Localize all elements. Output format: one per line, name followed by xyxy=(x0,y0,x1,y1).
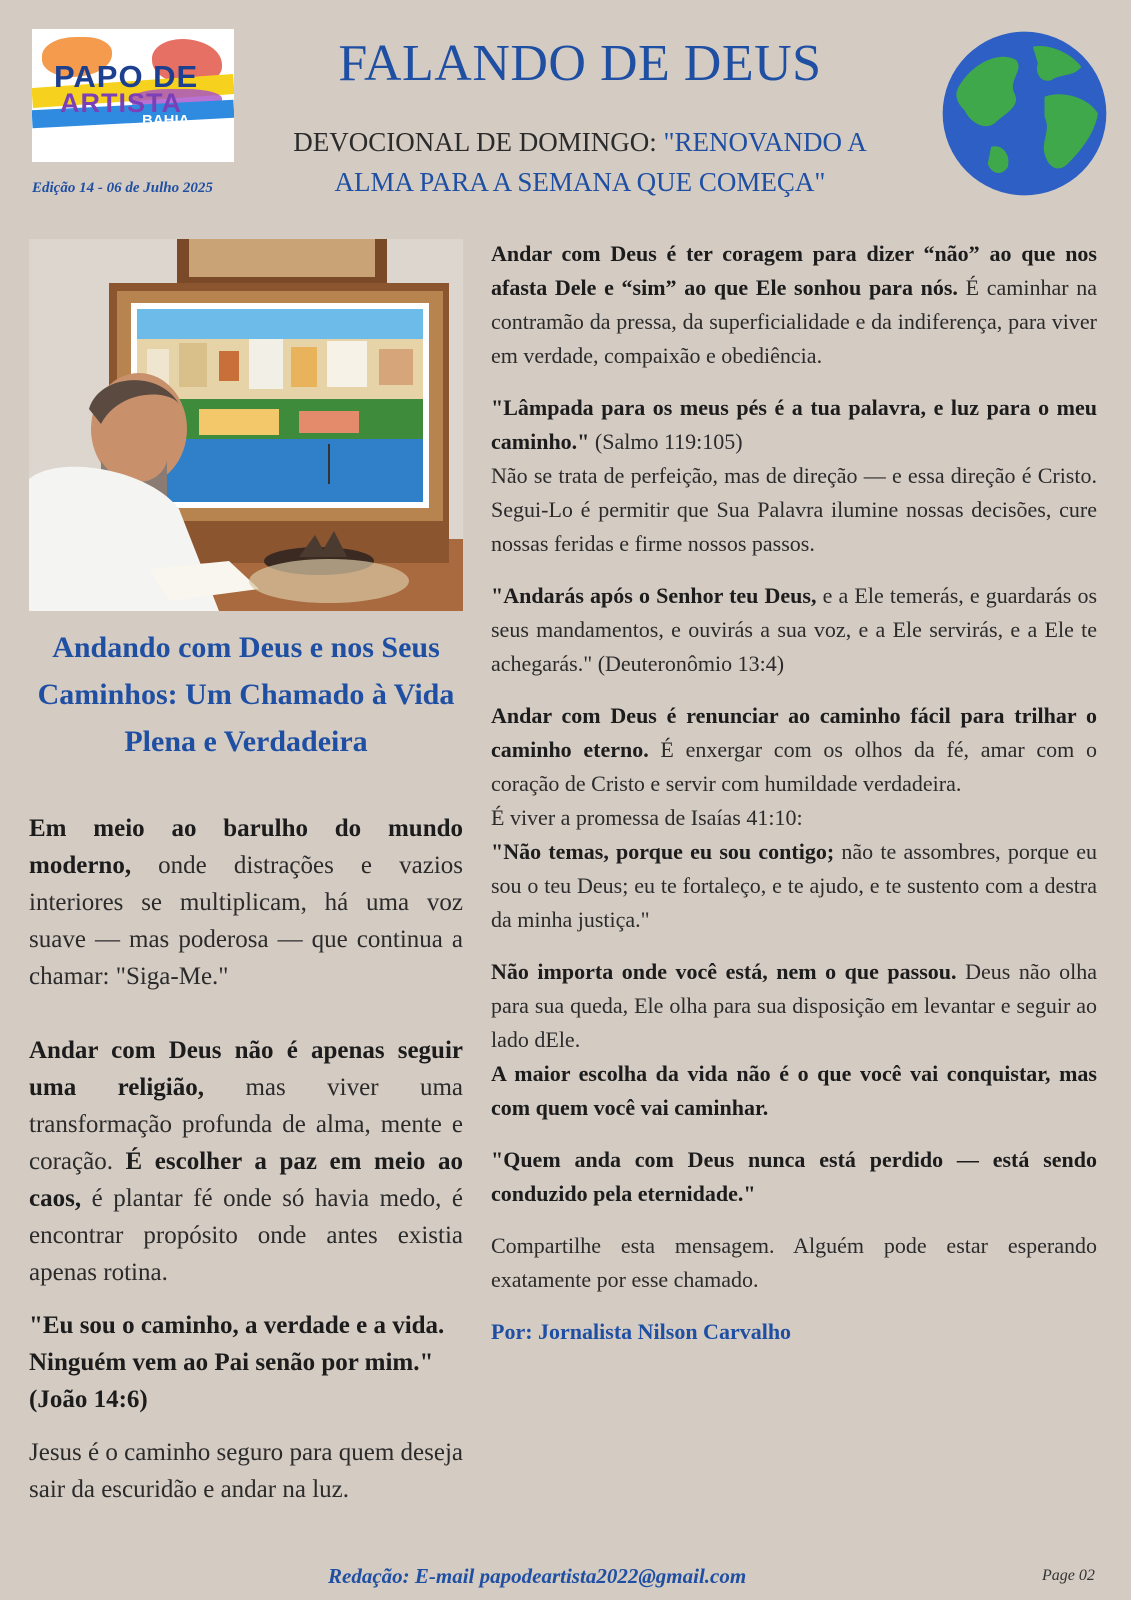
left-paragraph-2 xyxy=(29,1032,463,1291)
papo-de-artista-logo xyxy=(32,29,234,162)
right-paragraph-6 xyxy=(491,1143,1097,1211)
logo-line-1: PAPO DE xyxy=(54,59,199,94)
edition-date: Edição 14 - 06 de Julho 2025 xyxy=(32,180,213,196)
left-p2-bold: Andar com Deus não é apenas seguir uma religião, xyxy=(29,1037,463,1101)
footer-email: Redação: E-mail papodeartista2022@gmail.com xyxy=(328,1564,747,1588)
right-p4-bold-2: "Não temas, porque eu sou contigo; xyxy=(491,839,835,864)
right-p5-text: Deus não olha para sua queda, Ele olha para sua disposição em levantar e seguir ao lado dEle. xyxy=(491,959,1097,1052)
right-p5-bold: Não importa onde você está, nem o que passou. xyxy=(491,959,957,984)
author-byline: Por: Jornalista Nilson Carvalho xyxy=(491,1319,792,1344)
right-p1-text: É caminhar na contramão da pressa, da superficialidade e da indiferença, para viver em verdade, compaixão e obediência. xyxy=(491,275,1097,368)
left-paragraph-1 xyxy=(29,810,463,995)
right-p5-bold-2: A maior escolha da vida não é o que você vai conquistar, mas com quem você vai caminhar. xyxy=(491,1061,1097,1120)
logo-line-3: BAHIA xyxy=(142,112,190,129)
left-p1-bold: Em meio ao barulho do mundo moderno, xyxy=(29,815,463,879)
article-title: Andando com Deus e nos Seus Caminhos: Um Chamado à Vida Plena e Verdadeira xyxy=(37,631,455,758)
right-paragraph-3 xyxy=(491,579,1097,681)
right-p4-text-2: não te assombres, porque eu sou o teu Deus; eu te fortaleço, e te ajudo, e te sustento com a destra da minha justiça." xyxy=(491,839,1098,932)
left-p2-text-2: é plantar fé onde só havia medo, é encontrar propósito onde antes existia apenas rotina. xyxy=(29,1185,463,1286)
left-paragraph-3 xyxy=(29,1307,463,1418)
left-p4-text: Jesus é o caminho seguro para quem deseja sair da escuridão e andar na luz. xyxy=(29,1439,463,1503)
right-paragraph-4 xyxy=(491,699,1097,937)
subtitle-quote: "RENOVANDO A ALMA PARA A SEMANA QUE COMEÇA" xyxy=(334,127,867,197)
right-p4-bold: Andar com Deus é renunciar ao caminho fácil para trilhar o caminho eterno. xyxy=(491,703,1097,762)
right-paragraph-1 xyxy=(491,237,1097,373)
right-p6-bold: "Quem anda com Deus nunca está perdido — está sendo conduzido pela eternidade." xyxy=(491,1147,1097,1206)
right-p3-bold: "Andarás após o Senhor teu Deus, xyxy=(491,583,817,608)
page-number: Page 02 xyxy=(1042,1567,1095,1584)
left-p3-bold: "Eu sou o caminho, a verdade e a vida. Ninguém vem ao Pai senão por mim." (João 14:6) xyxy=(29,1312,445,1413)
left-p1-text: onde distrações e vazios interiores se multiplicam, há uma voz suave — mas poderosa — que continua a chamar: "Siga-Me." xyxy=(29,852,463,990)
right-paragraph-5 xyxy=(491,955,1097,1125)
right-p2-ref: (Salmo 119:105) xyxy=(589,429,743,454)
right-paragraph-2 xyxy=(491,391,1097,561)
right-paragraph-7 xyxy=(491,1229,1097,1297)
left-p2-text: mas viver uma transformação profunda de alma, mente e coração. xyxy=(29,1074,463,1175)
left-paragraph-4 xyxy=(29,1434,463,1508)
right-p2-bold: "Lâmpada para os meus pés é a tua palavra, e luz para o meu caminho." xyxy=(491,395,1097,454)
page-title: FALANDO DE DEUS xyxy=(338,35,822,92)
logo-line-2: ARTISTA xyxy=(60,88,182,118)
globe-icon xyxy=(941,30,1108,197)
left-p2-bold-2: É escolher a paz em meio ao caos, xyxy=(29,1148,463,1212)
right-column xyxy=(491,237,1097,1349)
right-p4-line: É viver a promessa de Isaías 41:10: xyxy=(491,805,803,830)
left-column xyxy=(29,810,463,1508)
article-photo xyxy=(29,239,463,611)
right-p2-text: Não se trata de perfeição, mas de direção — e essa direção é Cristo. Segui-Lo é permitir que Sua Palavra ilumine nossas decisões, cure nossas feridas e firme nossos passos. xyxy=(491,463,1097,556)
right-p7-text: Compartilhe esta mensagem. Alguém pode estar esperando exatamente por esse chamado. xyxy=(491,1233,1097,1292)
subtitle-lead: DEVOCIONAL DE DOMINGO: xyxy=(293,127,664,157)
right-p4-text: É enxergar com os olhos da fé, amar com o coração de Cristo e servir com humildade verdadeira. xyxy=(491,737,1097,796)
page-subtitle xyxy=(270,122,890,202)
right-p3-text: e a Ele temerás, e guardarás os seus mandamentos, e ouvirás a sua voz, e a Ele servirás, e a Ele te achegarás." (Deuteronômio 13:4) xyxy=(491,583,1097,676)
right-p1-bold: Andar com Deus é ter coragem para dizer “não” ao que nos afasta Dele e “sim” ao que Ele sonhou para nós. xyxy=(491,241,1097,300)
